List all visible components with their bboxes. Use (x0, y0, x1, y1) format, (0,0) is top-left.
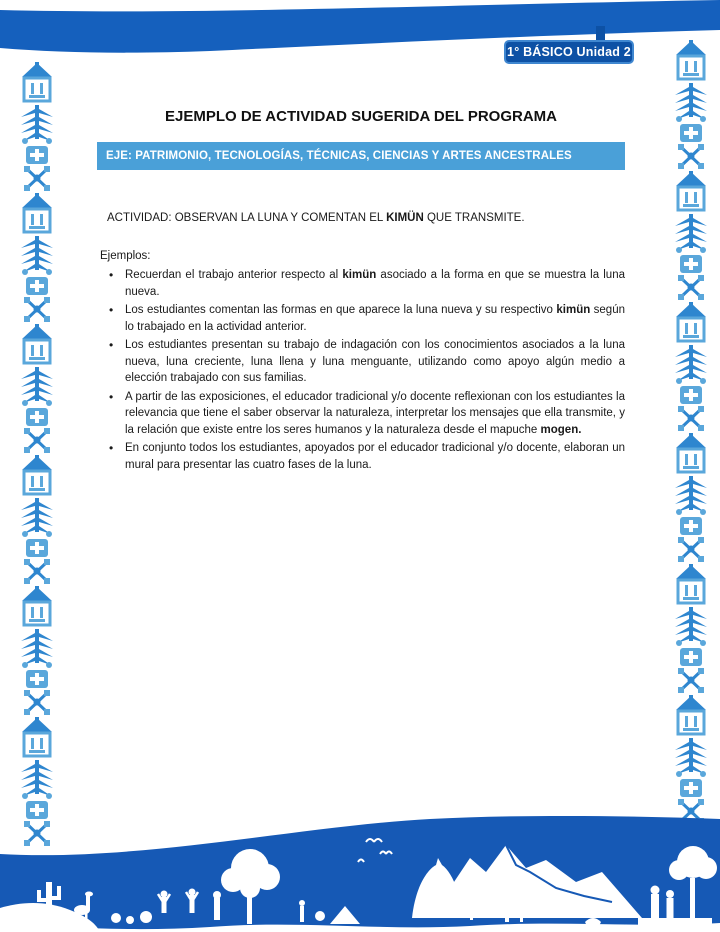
activity-line: ACTIVIDAD: OBSERVAN LA LUNA Y COMENTAN EL KIMÜN QUE TRANSMITE. (107, 212, 525, 224)
unit-badge-label: 1° BÁSICO Unidad 2 (507, 45, 631, 59)
bullet-item: • En conjunto todos los estudiantes, apoyados por el educador tradicional y/o docente, elaboran un mural para presentar las cuatro fases de la luna. (125, 440, 625, 473)
page-title: EJEMPLO DE ACTIVIDAD SUGERIDA DEL PROGRAMA (165, 108, 557, 125)
bullet-item: • Los estudiantes presentan su trabajo de indagación con los conocimientos asociados a la luna nueva, luna creciente, luna llena y luna menguante, utilizando como apoyo algún medio a elección trabajado con sus familias. (125, 337, 625, 387)
eje-banner-label: EJE: PATRIMONIO, TECNOLOGÍAS, TÉCNICAS, CIENCIAS Y ARTES ANCESTRALES (106, 150, 572, 162)
left-totem-border-icon (17, 62, 57, 846)
footer-landscape-icon (0, 810, 720, 932)
bullet-list (97, 267, 625, 473)
bullet-item: • A partir de las exposiciones, el educador tradicional y/o docente reflexionan con los estudiantes la relevancia que tiene el saber observar la naturaleza, interpretar los mensajes que ella transmite, y la relación que existe entre los seres humanos y la naturaleza desde el mapuche mogen. (125, 389, 625, 439)
bullet-item: • Los estudiantes comentan las formas en que aparece la luna nueva y su respectivo kimün según lo trabajado en la actividad anterior. (125, 302, 625, 335)
eje-banner (97, 142, 625, 170)
examples-label: Ejemplos: (100, 250, 151, 262)
main-content (97, 0, 625, 475)
right-totem-border-icon (671, 40, 711, 824)
bullet-item: • Recuerdan el trabajo anterior respecto al kimün asociado a la forma en que se muestra la luna nueva. (125, 267, 625, 300)
